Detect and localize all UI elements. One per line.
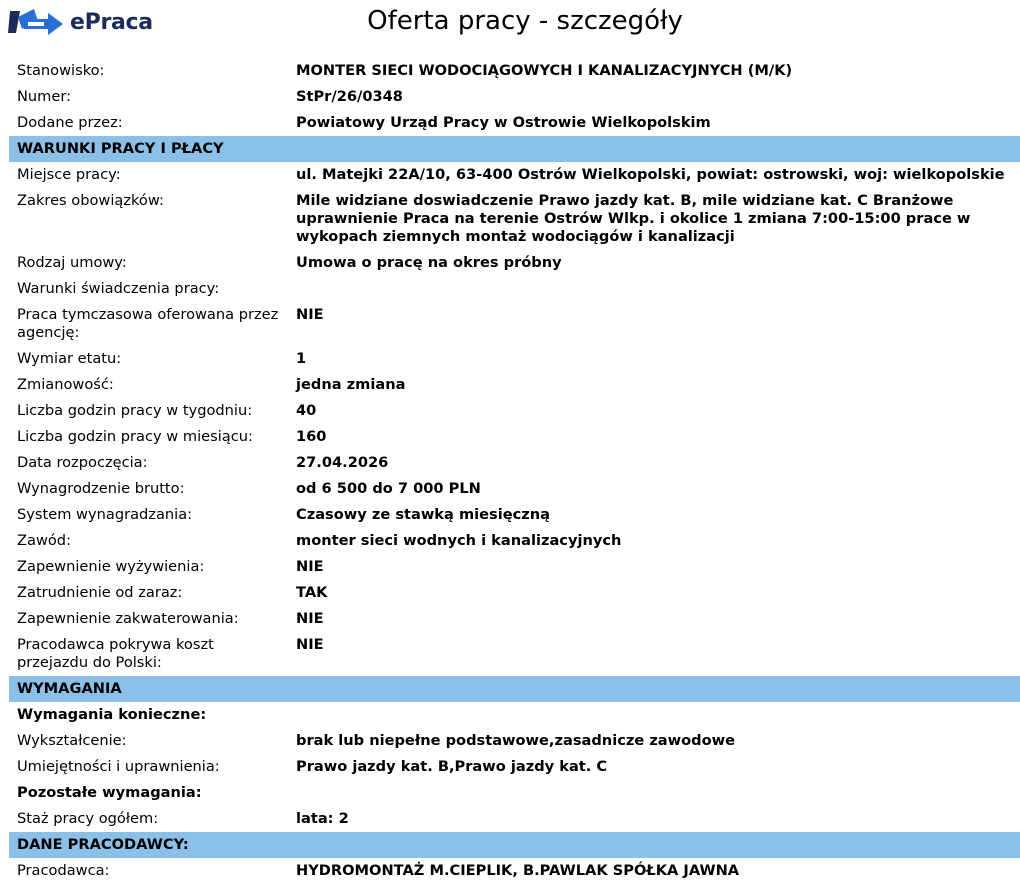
row-value: 40	[296, 402, 317, 419]
row-label: Zatrudnienie od zaraz:	[17, 584, 183, 601]
detail-row	[9, 250, 1020, 276]
section-wymagania: WYMAGANIA	[9, 676, 1020, 702]
row-label: Wynagrodzenie brutto:	[17, 480, 185, 497]
detail-row	[9, 580, 1020, 606]
row-label: Stanowisko:	[17, 62, 105, 79]
row-value: Umowa o pracę na okres próbny	[296, 254, 562, 271]
detail-row	[9, 858, 1020, 884]
row-value: Czasowy ze stawką miesięczną	[296, 506, 551, 523]
subheading-wymagania-konieczne: Wymagania konieczne:	[17, 706, 207, 723]
row-label: Zapewnienie zakwaterowania:	[17, 610, 239, 627]
row-value: 160	[296, 428, 327, 445]
subheading-pozostale-wymagania: Pozostałe wymagania:	[17, 784, 202, 801]
row-label: System wynagradzania:	[17, 506, 193, 523]
row-label: Wymiar etatu:	[17, 350, 122, 367]
detail-row	[9, 606, 1020, 632]
section-dane-pracodawcy: DANE PRACODAWCY:	[9, 832, 1020, 858]
detail-row	[9, 398, 1020, 424]
detail-row	[9, 346, 1020, 372]
row-label: Rodzaj umowy:	[17, 254, 127, 271]
row-value: Mile widziane doswiadczenie Prawo jazdy kat. B, mile widziane kat. C Branżowe uprawnienie Praca na terenie Ostrów Wlkp. i okolice 1 zmiana 7:00-15:00 prace w wykopach ziemnych montaż wodociągów i kanalizacji	[296, 192, 971, 245]
detail-row	[9, 58, 1020, 84]
row-label: Wykształcenie:	[17, 732, 127, 749]
row-label: Warunki świadczenia pracy:	[17, 280, 220, 297]
page-header	[0, 0, 1020, 50]
detail-row	[9, 162, 1020, 188]
row-value: NIE	[296, 610, 324, 627]
row-value: NIE	[296, 306, 324, 323]
detail-row	[9, 424, 1020, 450]
row-label: Data rozpoczęcia:	[17, 454, 148, 471]
detail-row	[9, 806, 1020, 832]
intro-rows	[9, 58, 1020, 136]
row-value: jedna zmiana	[296, 376, 406, 393]
row-value: HYDROMONTAŻ M.CIEPLIK, B.PAWLAK SPÓŁKA JAWNA	[296, 862, 740, 879]
row-label: Pracodawca:	[17, 862, 110, 879]
row-label: Umiejętności i uprawnienia:	[17, 758, 220, 775]
warunki-rows	[9, 162, 1020, 676]
row-label: Miejsce pracy:	[17, 166, 121, 183]
detail-row	[9, 276, 1020, 302]
row-label: Liczba godzin pracy w tygodniu:	[17, 402, 253, 419]
row-value: 27.04.2026	[296, 454, 389, 471]
row-label: Numer:	[17, 88, 72, 105]
detail-row	[9, 110, 1020, 136]
detail-row	[9, 632, 1020, 676]
row-value: brak lub niepełne podstawowe,zasadnicze zawodowe	[296, 732, 736, 749]
row-value: StPr/26/0348	[296, 88, 403, 105]
row-value: TAK	[296, 584, 328, 601]
row-value: 1	[296, 350, 307, 367]
row-label: Zawód:	[17, 532, 71, 549]
detail-row	[9, 554, 1020, 580]
detail-row	[9, 728, 1020, 754]
row-label: Staż pracy ogółem:	[17, 810, 159, 827]
detail-row	[9, 372, 1020, 398]
detail-row	[9, 502, 1020, 528]
row-value: lata: 2	[296, 810, 349, 827]
page-title	[0, 6, 1020, 36]
logo-text: ePraca	[70, 9, 153, 35]
row-label: Zapewnienie wyżywienia:	[17, 558, 205, 575]
detail-row	[9, 450, 1020, 476]
row-value	[288, 276, 1020, 302]
row-label: Pracodawca pokrywa koszt przejazdu do Polski:	[17, 636, 214, 671]
row-value: Prawo jazdy kat. B,Prawo jazdy kat. C	[296, 758, 608, 775]
detail-row	[9, 528, 1020, 554]
row-label: Zakres obowiązków:	[17, 192, 164, 209]
detail-row	[9, 302, 1020, 346]
row-label: Liczba godzin pracy w miesiącu:	[17, 428, 253, 445]
detail-row	[9, 188, 1020, 250]
row-value: od 6 500 do 7 000 PLN	[296, 480, 481, 497]
row-label: Zmianowość:	[17, 376, 114, 393]
row-value: NIE	[296, 636, 324, 653]
detail-row	[9, 84, 1020, 110]
page-title-text: Oferta pracy - szczegóły	[367, 6, 683, 36]
offer-details	[9, 58, 1020, 884]
row-value: MONTER SIECI WODOCIĄGOWYCH I KANALIZACYJNYCH (M/K)	[296, 62, 793, 79]
row-value: NIE	[296, 558, 324, 575]
row-value: ul. Matejki 22A/10, 63-400 Ostrów Wielkopolski, powiat: ostrowski, woj: wielkopolskie	[296, 166, 1005, 183]
detail-row	[9, 476, 1020, 502]
row-label: Dodane przez:	[17, 114, 123, 131]
row-label: Praca tymczasowa oferowana przez agencję:	[17, 306, 279, 341]
detail-row	[9, 754, 1020, 780]
row-value: Powiatowy Urząd Pracy w Ostrowie Wielkopolskim	[296, 114, 711, 131]
row-value: monter sieci wodnych i kanalizacyjnych	[296, 532, 622, 549]
section-warunki: WARUNKI PRACY I PŁACY	[9, 136, 1020, 162]
